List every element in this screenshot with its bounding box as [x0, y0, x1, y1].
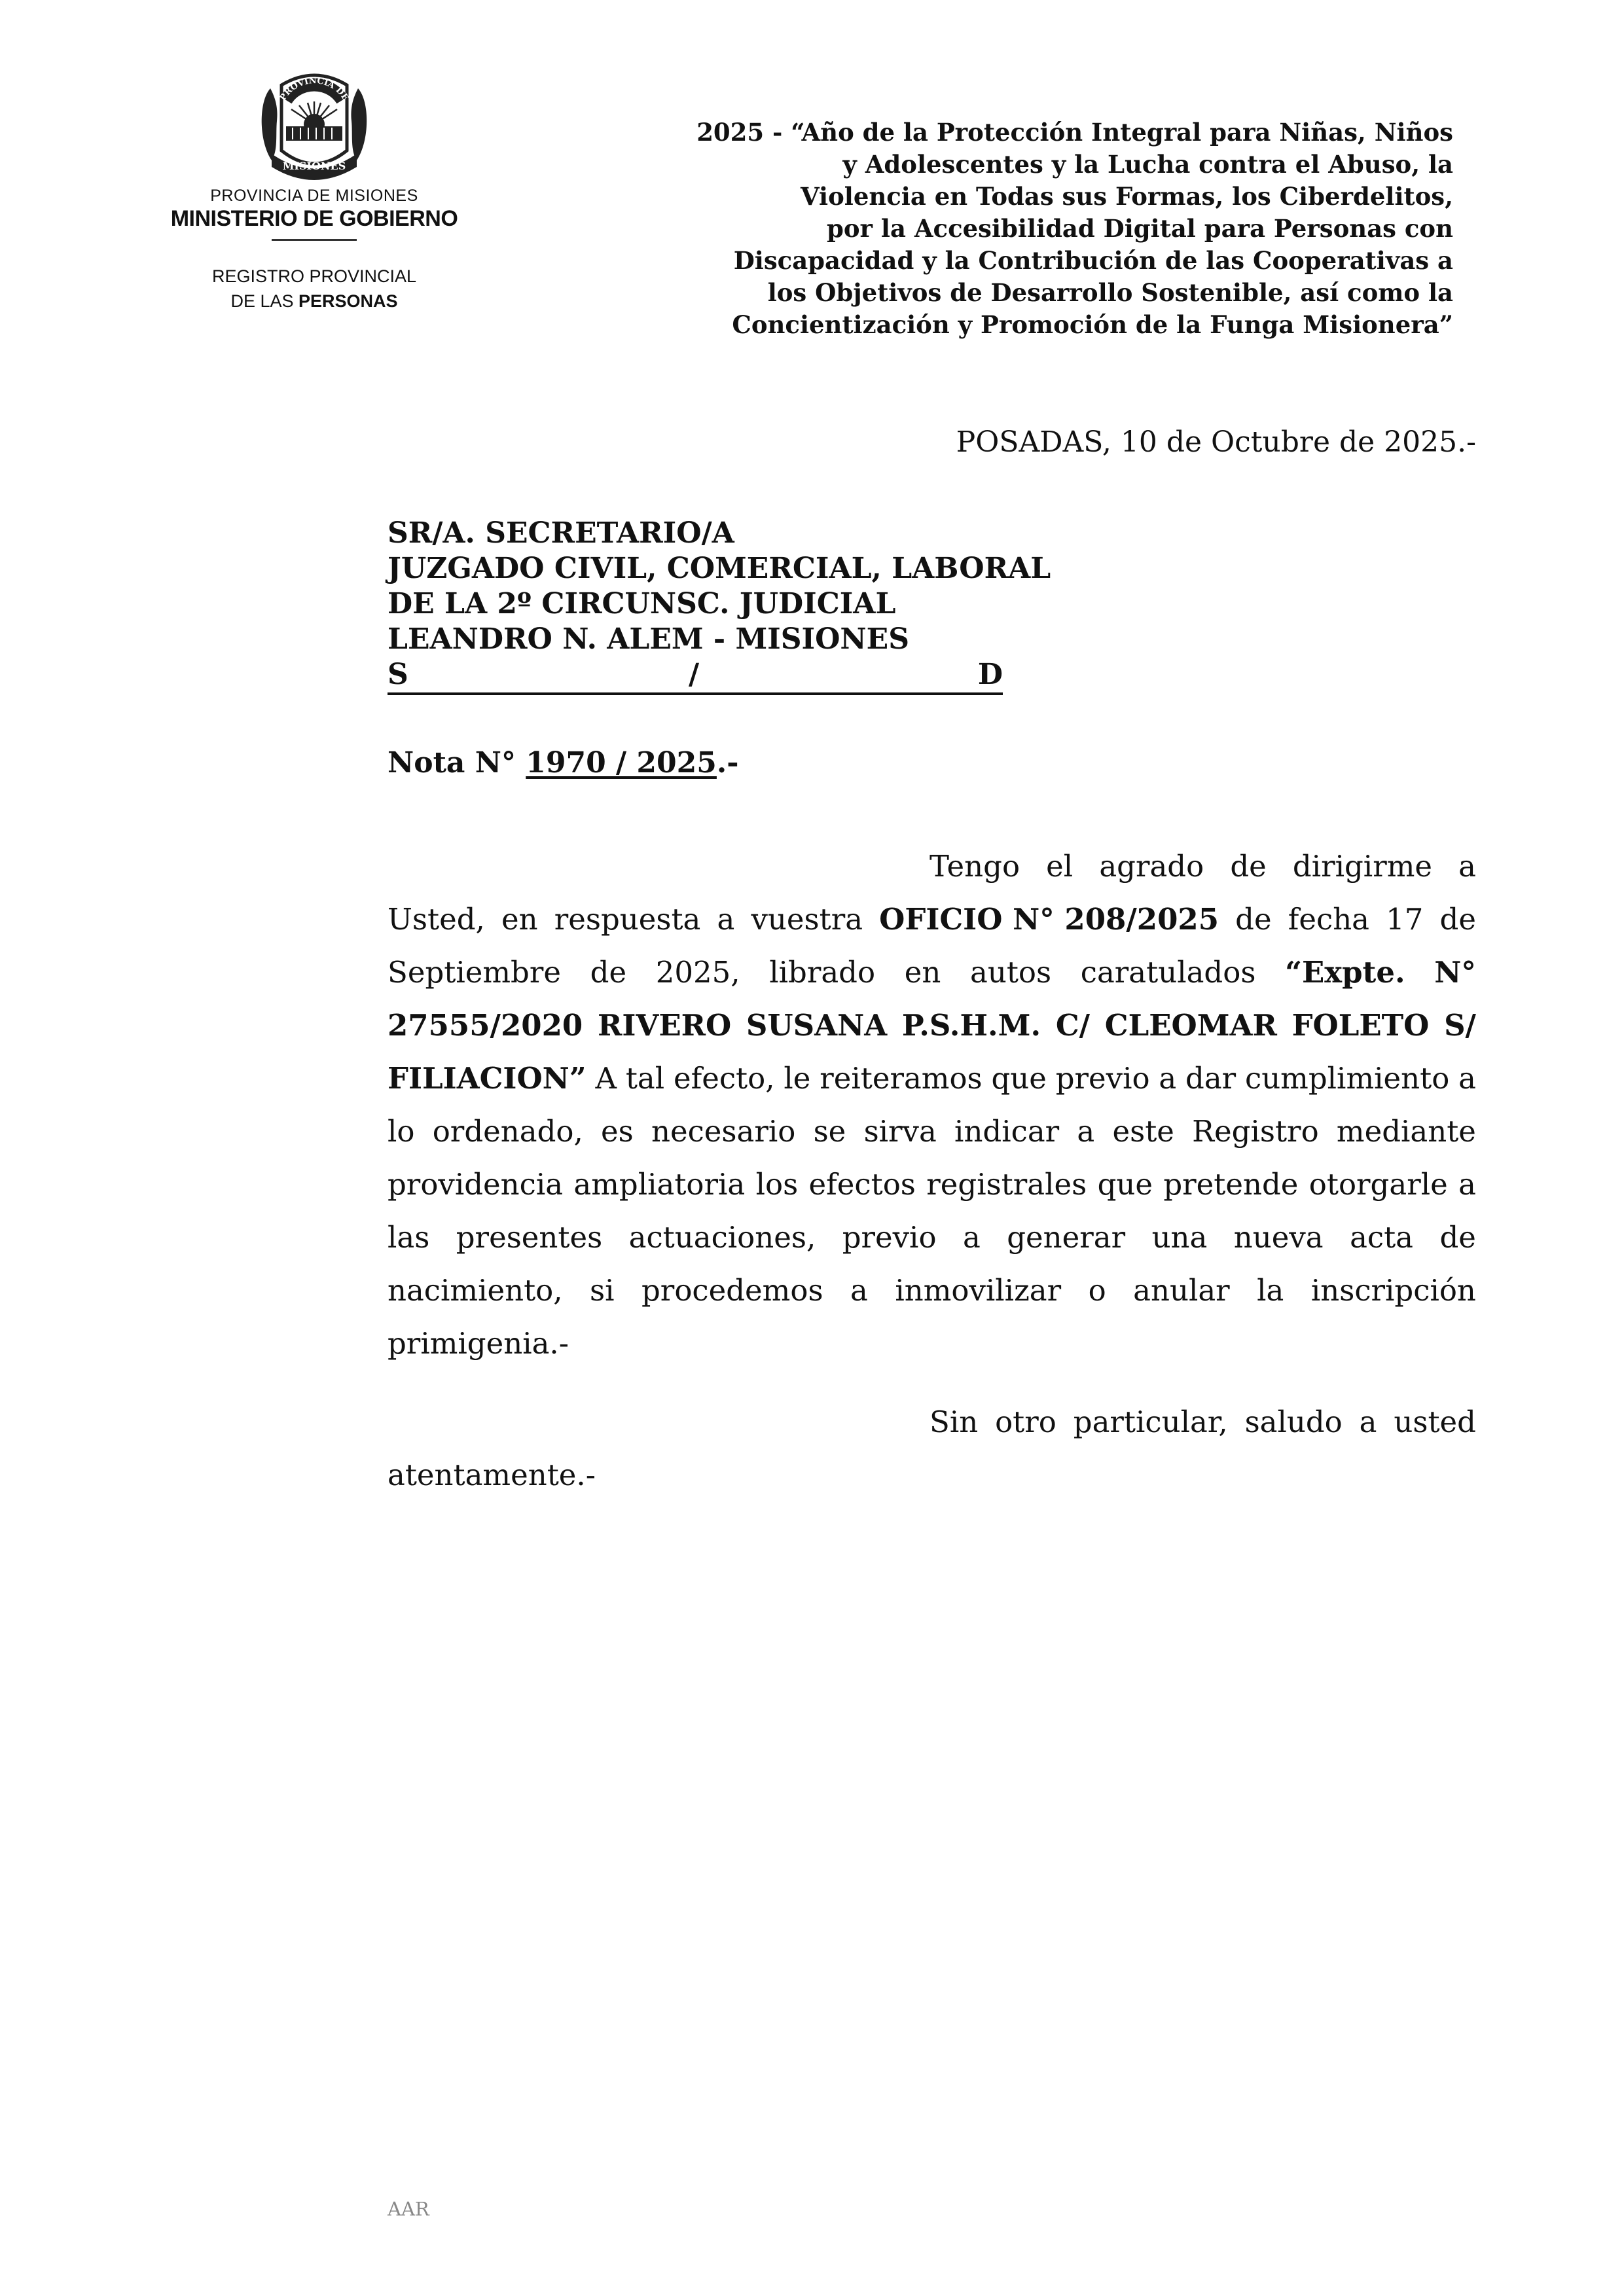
- body-line: [388, 1008, 1476, 1043]
- word: “Expte.: [1285, 955, 1405, 990]
- registry-name-line1: REGISTRO PROVINCIAL: [211, 266, 417, 286]
- word: este: [1112, 1114, 1174, 1149]
- sd-s: S: [388, 658, 408, 691]
- note-number-value: 1970 / 2025: [526, 746, 717, 780]
- word: procedemos: [641, 1273, 823, 1308]
- word: 2025,: [655, 955, 740, 990]
- word: N°: [1434, 955, 1476, 990]
- author-initials: AAR: [388, 2198, 429, 2220]
- body-line: [388, 1061, 1476, 1096]
- word: autos: [970, 955, 1052, 990]
- word: efectos: [808, 1167, 916, 1202]
- province-name: PROVINCIA DE MISIONES: [210, 187, 418, 205]
- word: reiteramos: [820, 1061, 983, 1096]
- word: usted: [1394, 1405, 1476, 1439]
- body-line: [388, 1273, 1476, 1308]
- word: actuaciones,: [628, 1220, 816, 1255]
- sd-d: D: [977, 658, 1003, 691]
- word: anular: [1133, 1273, 1230, 1308]
- word: mediante: [1336, 1114, 1476, 1149]
- word: FILIACION”: [388, 1061, 586, 1096]
- word: caratulados: [1080, 955, 1256, 990]
- seal-arc-text: PROVINCIA DE: [278, 76, 351, 103]
- word: ordenado,: [432, 1114, 583, 1149]
- addressee-line: LEANDRO N. ALEM - MISIONES: [388, 622, 909, 656]
- word: lo: [388, 1114, 415, 1149]
- word: presentes: [456, 1220, 603, 1255]
- word: el: [1046, 849, 1074, 884]
- word: de: [1235, 902, 1272, 937]
- word: es: [601, 1114, 634, 1149]
- word: FOLETO: [1291, 1008, 1430, 1043]
- word: particular,: [1073, 1405, 1228, 1439]
- word: a: [1077, 1114, 1095, 1149]
- word: Registro: [1192, 1114, 1319, 1149]
- word: Septiembre: [388, 955, 561, 990]
- word: de: [1439, 1220, 1476, 1255]
- word: 17: [1386, 902, 1424, 937]
- word: a: [1458, 1061, 1476, 1096]
- oficio-reference: OFICIO N° 208/2025: [879, 902, 1219, 937]
- word: fecha: [1288, 902, 1370, 937]
- word: librado: [769, 955, 876, 990]
- word: a: [850, 1273, 868, 1308]
- word: de: [1439, 902, 1476, 937]
- note-suffix: .-: [716, 746, 739, 780]
- word: vuestra: [751, 902, 863, 937]
- word: cumplimiento: [1245, 1061, 1450, 1096]
- word: se: [813, 1114, 846, 1149]
- motto-line: 2025 - “Año de la Protección Integral para Niñas, Niños: [696, 118, 1453, 147]
- word: nacimiento,: [388, 1273, 563, 1308]
- word: a: [717, 902, 735, 937]
- word: A: [595, 1061, 617, 1096]
- word: de: [1230, 849, 1267, 884]
- word: inscripción: [1310, 1273, 1476, 1308]
- body-line: [388, 1220, 1476, 1255]
- motto-line: y Adolescentes y la Lucha contra el Abuso, la: [842, 150, 1453, 179]
- word: a: [1458, 1167, 1476, 1202]
- word: necesario: [651, 1114, 796, 1149]
- registry-name-line2: [144, 291, 484, 312]
- registry-name-bold: PERSONAS: [298, 291, 398, 311]
- word: la: [1257, 1273, 1284, 1308]
- word: tal: [625, 1061, 665, 1096]
- place-and-date: POSADAS, 10 de Octubre de 2025.-: [956, 425, 1476, 459]
- logo-divider: [272, 239, 357, 241]
- word: otro: [995, 1405, 1056, 1439]
- word: pretende: [1163, 1167, 1299, 1202]
- word: que: [991, 1061, 1047, 1096]
- addressee-block: [388, 516, 1051, 695]
- closing-line: atentamente.-: [388, 1458, 596, 1492]
- word: C/: [1055, 1008, 1091, 1043]
- addressee-line: JUZGADO CIVIL, COMERCIAL, LABORAL: [388, 552, 1051, 585]
- word: RIVERO: [597, 1008, 732, 1043]
- addressee-line: DE LA 2º CIRCUNSC. JUDICIAL: [388, 587, 896, 620]
- word: en: [501, 902, 538, 937]
- word: le: [784, 1061, 811, 1096]
- word: dirigirme: [1292, 849, 1433, 884]
- word: S/: [1444, 1008, 1476, 1043]
- body-line: [388, 955, 1476, 990]
- ministry-name: MINISTERIO DE GOBIERNO: [170, 206, 458, 231]
- word: inmovilizar: [895, 1273, 1062, 1308]
- body-line: primigenia.-: [388, 1326, 569, 1361]
- body-line: [388, 1167, 1476, 1202]
- body-line: [388, 902, 1476, 937]
- registry-name-prefix: DE LAS: [230, 291, 298, 311]
- word: dar: [1185, 1061, 1236, 1096]
- motto-line: Concientización y Promoción de la Funga Misionera”: [732, 310, 1453, 339]
- body-line: [388, 1114, 1476, 1149]
- word: previo: [842, 1220, 937, 1255]
- word: a: [1458, 849, 1476, 884]
- word: de: [590, 955, 627, 990]
- word: las: [388, 1220, 430, 1255]
- motto-line: Discapacidad y la Contribución de las Cooperativas a: [733, 246, 1453, 275]
- word: una: [1151, 1220, 1208, 1255]
- word: a: [1159, 1061, 1177, 1096]
- note-label: Nota N°: [388, 746, 516, 780]
- word: Sin: [929, 1405, 979, 1439]
- motto-line: por la Accesibilidad Digital para Personas con: [827, 214, 1453, 243]
- word: respuesta: [554, 902, 701, 937]
- word: si: [590, 1273, 615, 1308]
- su-despacho-line: [388, 657, 1003, 695]
- ministry-logo: [144, 62, 484, 337]
- provincial-seal-icon: [252, 62, 376, 187]
- official-year-motto: [602, 117, 1453, 341]
- word: Usted,: [388, 902, 485, 937]
- word: saludo: [1244, 1405, 1343, 1439]
- word: en: [904, 955, 941, 990]
- word: otorgarle: [1308, 1167, 1448, 1202]
- word: efecto,: [673, 1061, 775, 1096]
- word: los: [755, 1167, 799, 1202]
- word: a: [962, 1220, 981, 1255]
- word: previo: [1055, 1061, 1150, 1096]
- word: registrales: [926, 1167, 1087, 1202]
- word: SUSANA: [746, 1008, 888, 1043]
- motto-line: Violencia en Todas sus Formas, los Ciberdelitos,: [800, 182, 1453, 211]
- sd-slash: /: [689, 658, 700, 691]
- word: indicar: [954, 1114, 1060, 1149]
- word: sirva: [863, 1114, 937, 1149]
- word: que: [1097, 1167, 1153, 1202]
- closing-line: [929, 1405, 1476, 1439]
- body-line: [929, 849, 1476, 884]
- word: ampliatoria: [573, 1167, 746, 1202]
- word: 27555/2020: [388, 1008, 583, 1043]
- word: P.S.H.M.: [901, 1008, 1041, 1043]
- word: nueva: [1233, 1220, 1324, 1255]
- seal-banner-text: MISIONES: [282, 160, 346, 172]
- word: CLEOMAR: [1104, 1008, 1277, 1043]
- word: providencia: [388, 1167, 564, 1202]
- word: o: [1088, 1273, 1106, 1308]
- addressee-line: SR/A. SECRETARIO/A: [388, 516, 734, 550]
- word: agrado: [1099, 849, 1204, 884]
- note-number: [388, 746, 739, 780]
- word: a: [1359, 1405, 1377, 1439]
- word: generar: [1007, 1220, 1126, 1255]
- word: acta: [1350, 1220, 1414, 1255]
- motto-line: los Objetivos de Desarrollo Sostenible, así como la: [767, 278, 1453, 307]
- word: Tengo: [929, 849, 1020, 884]
